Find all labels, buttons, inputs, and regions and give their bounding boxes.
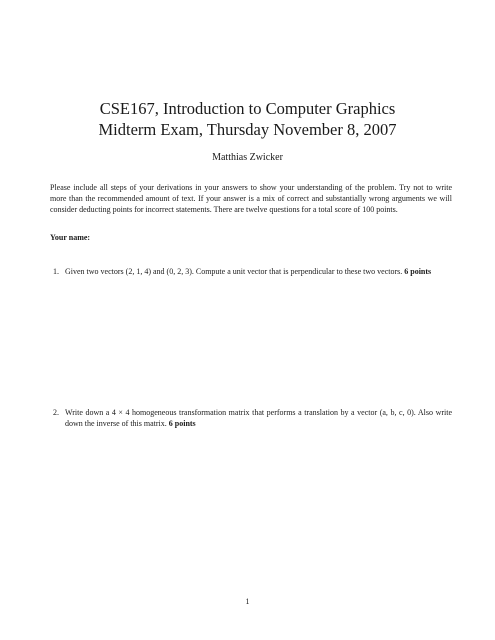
name-label: Your name: — [50, 233, 91, 242]
page-number: 1 — [245, 597, 250, 606]
question-number: 2. — [53, 408, 59, 417]
question-points: 6 points — [168, 419, 196, 429]
question-2 — [50, 407, 452, 429]
exam-title — [0, 98, 495, 140]
instructions-paragraph: Please include all steps of your derivations in your answers to show your understanding of the problem. Try not to write more than the recommended amount of text. If your answer is a mix of correct and substantially wrong arguments we will consider deducting points for incorrect statements. There are twelve questions for a total score of 100 points. — [50, 183, 452, 215]
question-1 — [50, 266, 452, 277]
question-points: 6 points — [404, 267, 432, 276]
question-text: Given two vectors (2, 1, 4) and (0, 2, 3). Compute a unit vector that is perpendicular to these two vectors. — [65, 267, 403, 276]
question-body — [65, 407, 452, 429]
question-number: 1. — [53, 267, 59, 276]
title-line-2: Midterm Exam, Thursday November 8, 2007 — [98, 120, 397, 139]
author: Matthias Zwicker — [212, 152, 283, 163]
title-line-1: CSE167, Introduction to Computer Graphics — [99, 99, 396, 118]
question-text: Write down a 4 × 4 homogeneous transformation matrix that performs a translation by a vector (a, b, c, 0). Also write down the inverse of this matrix. — [65, 408, 452, 429]
question-body — [65, 266, 452, 277]
